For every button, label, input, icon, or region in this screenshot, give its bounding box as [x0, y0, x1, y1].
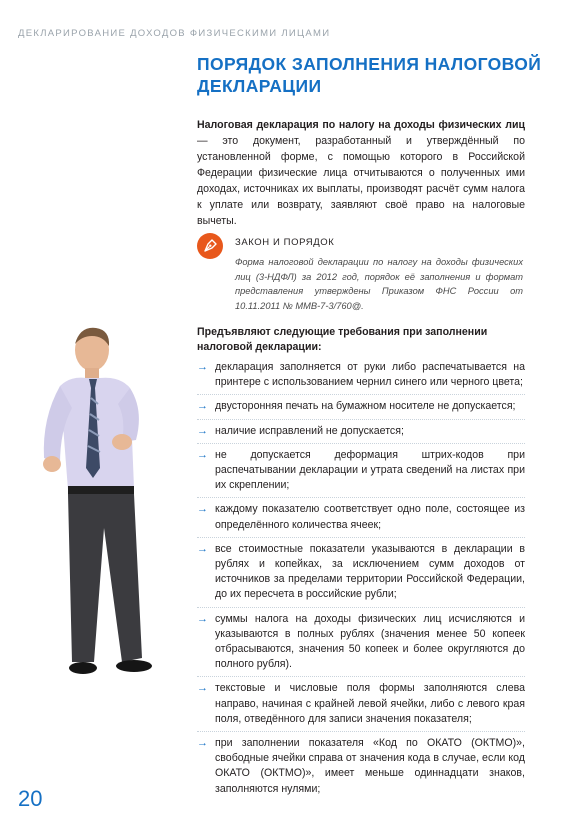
- list-item-text: двусторонняя печать на бумажном носителе не допускается;: [215, 400, 516, 413]
- list-item-text: при заполнении показателя «Код по ОКАТО (ОКТМО)», свободные ячейки справа от значения кода в случае, если код ОКАТО (ОКТМО)», имеет меньше одиннадцати знаков, заполняются нулями;: [215, 737, 525, 795]
- list-item-text: текстовые и числовые поля формы заполняются слева направо, начиная с крайней левой ячейки, либо с левого края поля, отведённого для записи значения показателя;: [215, 682, 525, 725]
- list-item: [197, 360, 525, 395]
- requirements-list: [197, 360, 525, 805]
- list-item: [197, 612, 525, 678]
- arrow-right-icon: →: [197, 400, 208, 413]
- running-header: ДЕКЛАРИРОВАНИЕ ДОХОДОВ ФИЗИЧЕСКИМИ ЛИЦАМИ: [18, 28, 331, 39]
- list-item-text: не допускается деформация штрих-кодов при распечатывании декларации и утрата сведений на листах при их скреплении;: [215, 448, 525, 492]
- list-item: [197, 448, 525, 499]
- requirements-heading: Предъявляют следующие требования при заполнении налоговой декларации:: [197, 326, 488, 353]
- list-item-text: наличие исправлений не допускается;: [215, 424, 404, 437]
- list-item-text: все стоимостные показатели указываются в декларации в рублях и копейках, за исключением сумм доходов от источников за пределами территории Российской Федерации, до их пересчета в российские рубли;: [215, 542, 525, 601]
- list-item: [197, 502, 525, 537]
- page-title-line-2: ДЕКЛАРАЦИИ: [197, 76, 322, 96]
- arrow-right-icon: →: [197, 682, 208, 695]
- list-item-text: декларация заполняется от руки либо распечатывается на принтере с использованием чернил синего или черного цвета;: [215, 361, 525, 389]
- intro-text: — это документ, разработанный и утверждённый по установленной форме, с помощью которого в Российской Федерации физические лица отчитываются о полученных ими доходах, источниках их выплаты, производят расчёт сумм налога к уплате или возврату, заявляют своё право на налоговые вычеты.: [197, 135, 525, 227]
- intro-paragraph: [197, 117, 525, 229]
- law-text: Форма налоговой декларации по налогу на доходы физических лиц (3-НДФЛ) за 2012 год, порядок её заполнения и формат представления утверждены Приказом ФНС России от 10.11.2011 № ММВ-7-3/760@.: [235, 257, 523, 311]
- arrow-right-icon: →: [197, 737, 208, 750]
- list-item: [197, 736, 525, 801]
- arrow-right-icon: →: [197, 503, 208, 516]
- list-item: [197, 399, 525, 419]
- page-title: [197, 53, 557, 97]
- intro-bold-term: Налоговая декларация по налогу на доходы физических лиц: [197, 119, 525, 131]
- man-in-shirt-photo: [30, 318, 190, 698]
- list-item: [197, 424, 525, 444]
- list-item: [197, 681, 525, 732]
- arrow-right-icon: →: [197, 361, 208, 373]
- arrow-right-icon: →: [197, 612, 208, 625]
- page-number: 20: [18, 786, 43, 811]
- list-item-text: суммы налога на доходы физических лиц исчисляются и указываются в полных рублях (значения менее 50 копеек отбрасываются, значения 50 копеек и более округляются до полного рубля).: [215, 612, 525, 671]
- arrow-right-icon: →: [197, 424, 208, 437]
- pen-nib-icon: [197, 233, 223, 259]
- law-heading: ЗАКОН И ПОРЯДОК: [235, 237, 335, 248]
- list-item: [197, 542, 525, 608]
- list-item-text: каждому показателю соответствует одно поле, состоящее из определённого количества ячеек;: [215, 503, 525, 531]
- arrow-right-icon: →: [197, 448, 208, 461]
- page-title-line-1: ПОРЯДОК ЗАПОЛНЕНИЯ НАЛОГОВОЙ: [197, 54, 542, 74]
- arrow-right-icon: →: [197, 542, 208, 555]
